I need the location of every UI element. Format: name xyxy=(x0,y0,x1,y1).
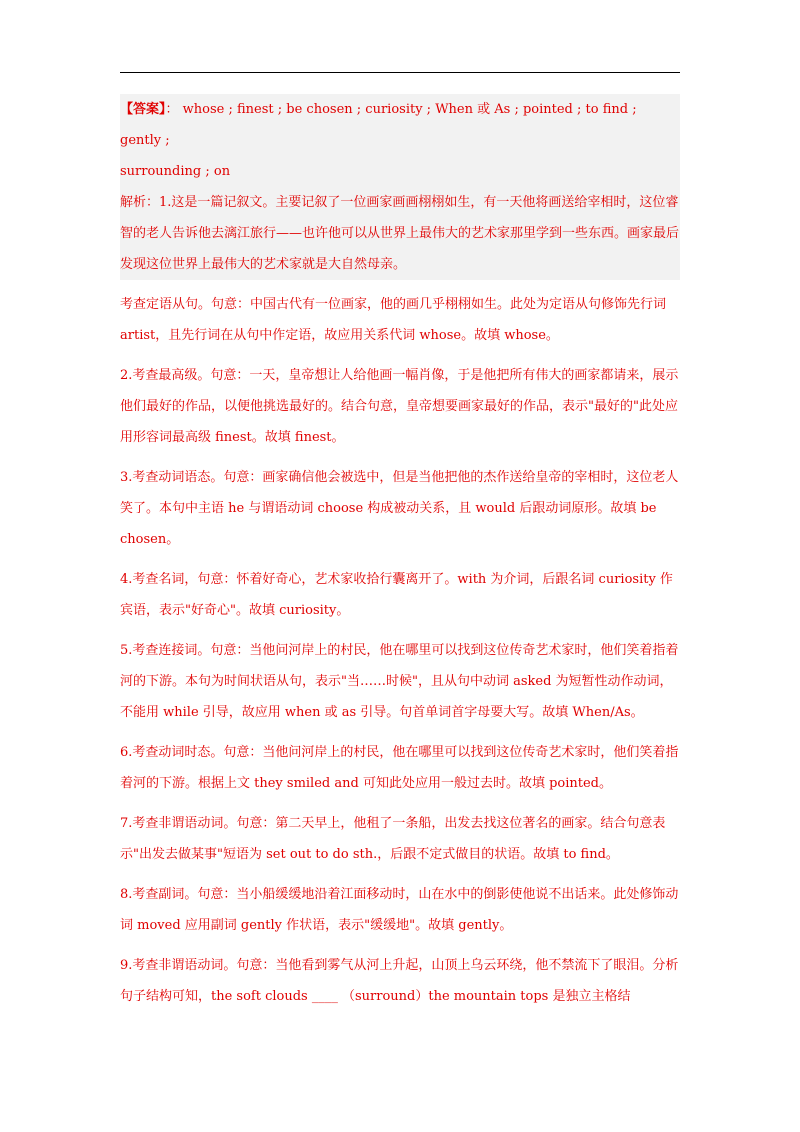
paragraph-item-5: 5.考查连接词。句意：当他问河岸上的村民，他在哪里可以找到这位传奇艺术家时，他们笑着指着河的下游。本句为时间状语从句，表示"当……时候"，且从句中动词 asked 为短暂性动作动词，不能用 while 引导，故应用 when 或 as 引导。句首单词首字母要大写。故填 When/As。 xyxy=(120,643,679,720)
paragraph-summary: 解析：1.这是一篇记叙文。主要记叙了一位画家画画栩栩如生，有一天他将画送给宰相时，这位睿智的老人告诉他去漓江旅行——也许他可以从世界上最伟大的艺术家那里学到一些东西。画家最后发现这位世界上最伟大的艺术家就是大自然母亲。 xyxy=(120,187,680,280)
paragraph-item-7: 7.考查非谓语动词。句意：第二天早上，他租了一条船，出发去找这位著名的画家。结合句意表示"出发去做某事"短语为 set out to do sth.，后跟不定式做目的状语。故填 to find。 xyxy=(120,816,666,862)
answer-text-line2: surrounding ; on xyxy=(120,164,231,179)
paragraph-item-1: 考查定语从句。句意：中国古代有一位画家，他的画几乎栩栩如生。此处为定语从句修饰先行词 artist，且先行词在从句中作定语，故应用关系代词 whose。故填 whose。 xyxy=(120,297,667,343)
header-rule xyxy=(120,72,680,73)
answer-text-line1: whose ; finest ; be chosen ; curiosity ; When 或 As ; pointed ; to find ; gently ; xyxy=(120,102,637,148)
paragraph-item-9: 9.考查非谓语动词。句意：当他看到雾气从河上升起，山顶上乌云环绕，他不禁流下了眼泪。分析句子结构可知，the soft clouds ____ （surround）the mountain tops 是独立主格结 xyxy=(120,958,679,1004)
answer-block xyxy=(120,94,680,187)
answer-document xyxy=(120,94,680,1021)
answer-label: 【答案】 xyxy=(120,102,166,117)
paragraph-item-8: 8.考查副词。句意：当小船缓缓地沿着江面移动时，山在水中的倒影使他说不出话来。此处修饰动词 moved 应用副词 gently 作状语，表示"缓缓地"。故填 gently。 xyxy=(120,887,679,933)
paragraph-item-2: 2.考查最高级。句意：一天，皇帝想让人给他画一幅肖像，于是他把所有伟大的画家都请来，展示他们最好的作品，以便他挑选最好的。结合句意，皇帝想要画家最好的作品，表示"最好的"此处应用形容词最高级 finest。故填 finest。 xyxy=(120,368,679,445)
paragraph-item-3: 3.考查动词语态。句意：画家确信他会被选中，但是当他把他的杰作送给皇帝的宰相时，这位老人笑了。本句中主语 he 与谓语动词 choose 构成被动关系，且 would 后跟动词原形。故填 be chosen。 xyxy=(120,470,679,547)
paragraph-item-4: 4.考查名词，句意：怀着好奇心，艺术家收拾行囊离开了。with 为介词，后跟名词 curiosity 作宾语，表示"好奇心"。故填 curiosity。 xyxy=(120,572,673,618)
paragraph-item-6: 6.考查动词时态。句意：当他问河岸上的村民，他在哪里可以找到这位传奇艺术家时，他们笑着指着河的下游。根据上文 they smiled and 可知此处应用一般过去时。故填 pointed。 xyxy=(120,745,679,791)
answer-colon: ： xyxy=(165,102,179,117)
